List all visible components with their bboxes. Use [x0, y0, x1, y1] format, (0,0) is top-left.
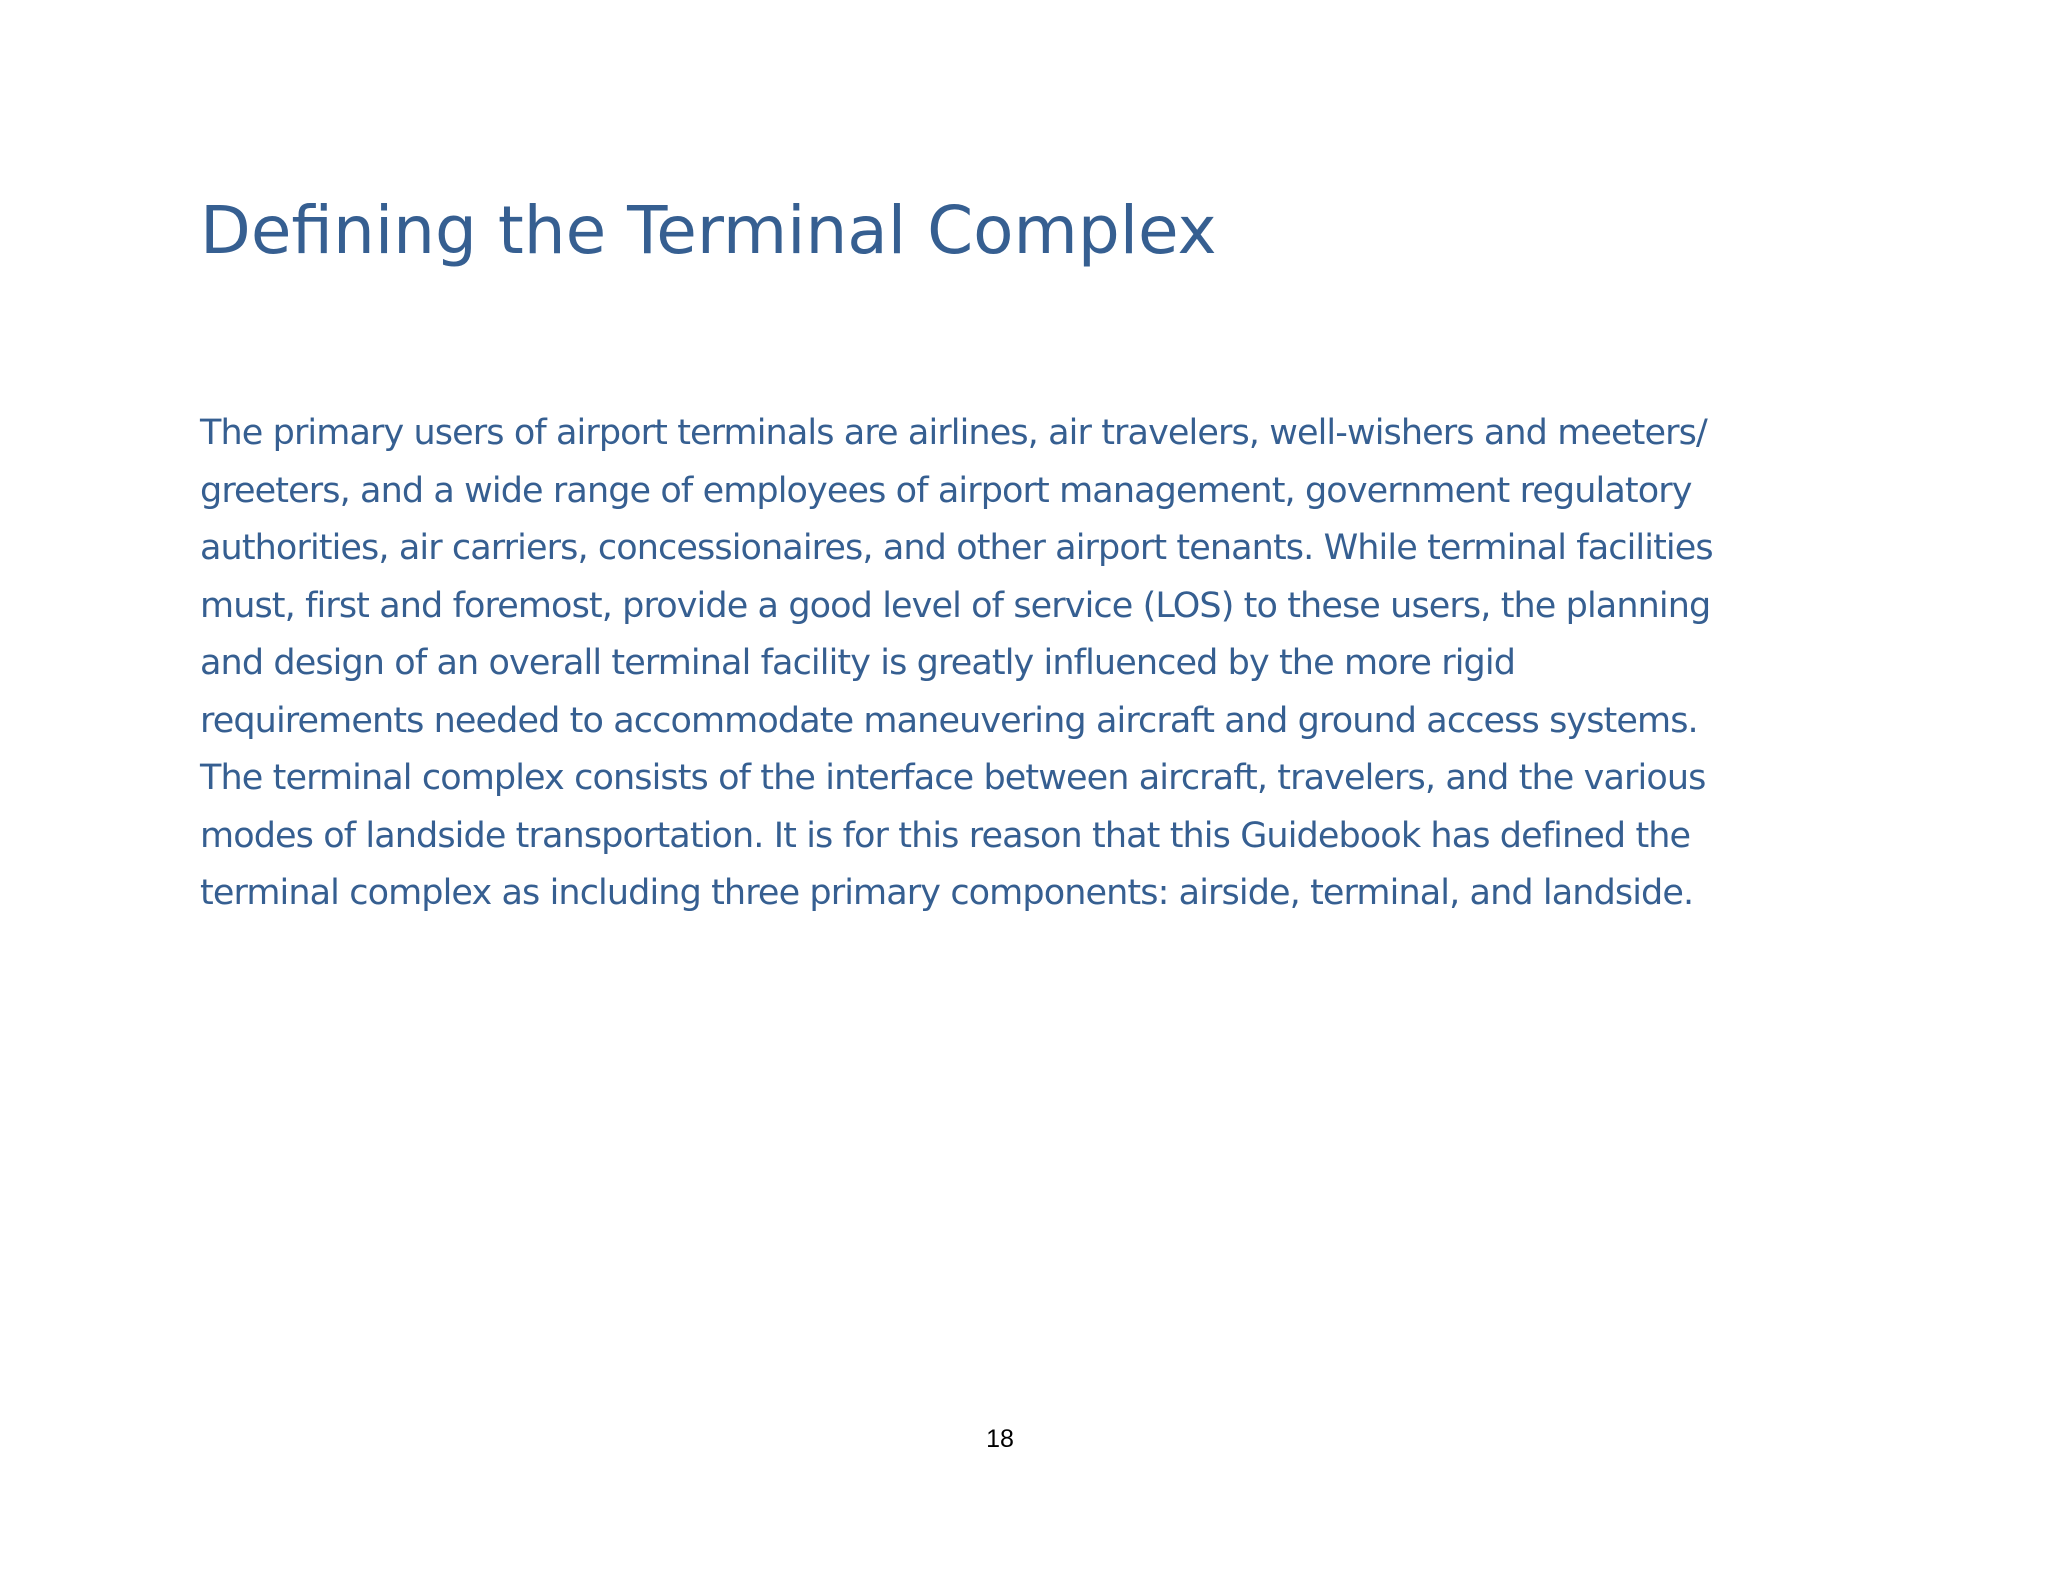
paragraph-line: The primary users of airport terminals are airlines, air travelers, well-wishers and meeters/	[200, 413, 1707, 453]
paragraph-line: authorities, air carriers, concessionaires, and other airport tenants. While terminal facilities	[200, 528, 1713, 568]
page-title: Defining the Terminal Complex	[200, 192, 1217, 269]
paragraph-line: must, first and foremost, provide a good level of service (LOS) to these users, the planning	[200, 585, 1711, 626]
paragraph-line: requirements needed to accommodate maneuvering aircraft and ground access systems.	[200, 700, 1698, 741]
paragraph-line: The terminal complex consists of the interface between aircraft, travelers, and the various	[200, 758, 1706, 798]
page-number: 18	[986, 1425, 1014, 1453]
body-paragraph	[200, 405, 1920, 923]
paragraph-line: modes of landside transportation. It is for this reason that this Guidebook has defined the	[200, 815, 1691, 856]
paragraph-line: terminal complex as including three primary components: airside, terminal, and landside.	[200, 873, 1694, 913]
paragraph-line: and design of an overall terminal facility is greatly influenced by the more rigid	[200, 643, 1516, 683]
paragraph-line: greeters, and a wide range of employees of airport management, government regulatory	[200, 470, 1692, 511]
